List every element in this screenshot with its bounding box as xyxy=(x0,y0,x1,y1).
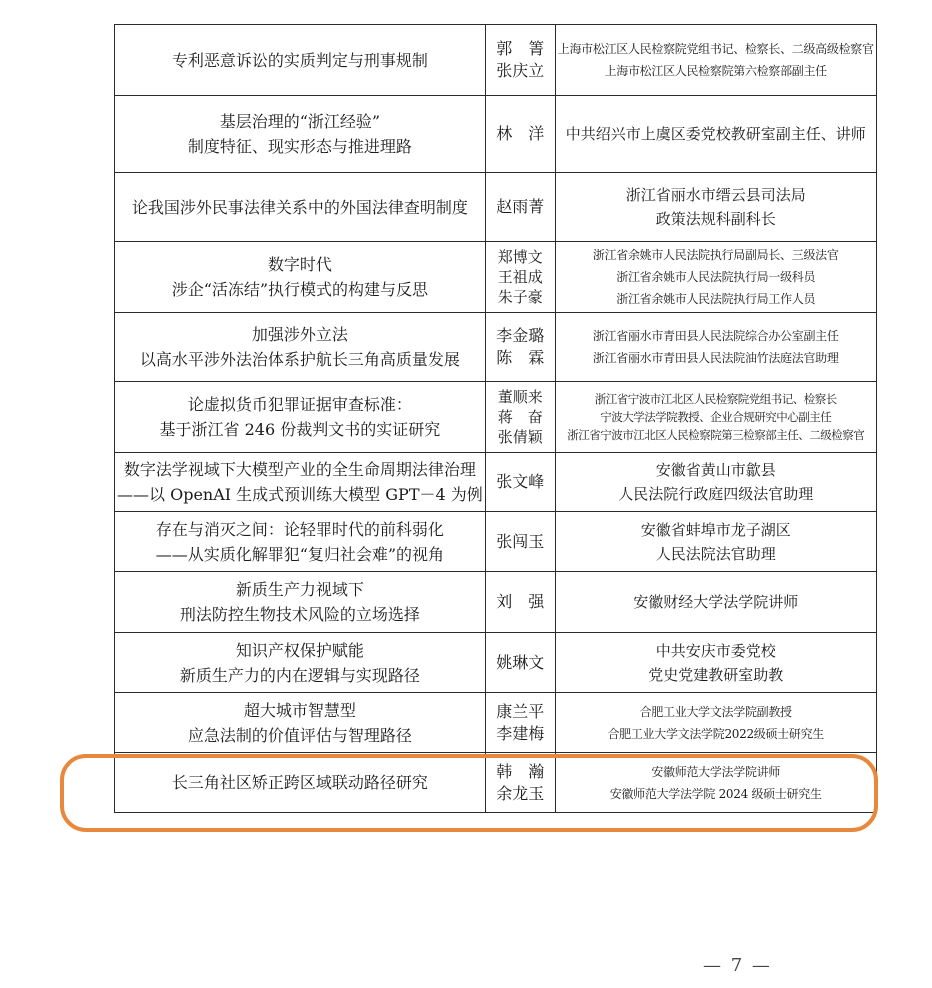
authors-cell xyxy=(485,173,555,242)
table-row xyxy=(115,313,877,382)
affiliation-line: 浙江省宁波市江北区人民检察院党组书记、检察长 xyxy=(594,392,837,406)
author-name: 张倩颖 xyxy=(497,428,543,446)
paper-title-line: 存在与消灭之间：论轻罪时代的前科弱化 xyxy=(155,519,444,539)
authors-cell xyxy=(485,512,555,572)
paper-title-line: 专利恶意诉讼的实质判定与刑事规制 xyxy=(171,50,428,70)
table-row xyxy=(115,633,877,693)
affiliation-line: 浙江省余姚市人民法院执行局一级科员 xyxy=(616,270,816,284)
affiliation-line: 人民法院法官助理 xyxy=(655,544,776,563)
title-cell xyxy=(115,173,486,242)
affiliations-cell xyxy=(555,693,876,753)
paper-title-line: 应急法制的价值评估与智理路径 xyxy=(187,725,412,745)
affiliation-line: 政策法规科副科长 xyxy=(655,210,776,228)
title-cell xyxy=(115,572,486,633)
title-cell xyxy=(115,633,486,693)
title-cell xyxy=(115,512,486,572)
affiliations-cell xyxy=(555,572,876,633)
paper-title-line: 数字时代 xyxy=(267,255,332,274)
paper-title-line: 刑法防控生物技术风险的立场选择 xyxy=(179,605,420,624)
affiliation-line: 浙江省余姚市人民法院执行局副局长、三级法官 xyxy=(592,248,839,262)
awards-table-body xyxy=(115,25,877,813)
table-row xyxy=(115,693,877,753)
authors-cell xyxy=(485,453,555,512)
author-name: 康兰平 xyxy=(496,701,545,721)
table-row xyxy=(115,512,877,572)
affiliation-line: 上海市松江区人民检察院党组书记、检察长、二级高级检察官 xyxy=(557,42,874,56)
authors-cell xyxy=(485,753,555,813)
awards-table xyxy=(114,24,877,813)
authors-cell xyxy=(485,313,555,382)
authors-cell xyxy=(485,382,555,453)
affiliations-cell xyxy=(555,173,876,242)
author-name: 李建梅 xyxy=(496,723,545,743)
affiliation-line: 浙江省丽水市缙云县司法局 xyxy=(625,186,806,204)
affiliations-cell xyxy=(555,313,876,382)
authors-cell xyxy=(485,25,555,96)
author-name: 董顺来 xyxy=(497,388,543,406)
author-name: 王祖成 xyxy=(497,268,543,286)
paper-title-line: 新质生产力的内在逻辑与实现路径 xyxy=(179,665,420,685)
paper-title-line: 论我国涉外民事法律关系中的外国法律查明制度 xyxy=(131,197,468,217)
affiliations-cell xyxy=(555,633,876,693)
affiliation-line: 浙江省丽水市青田县人民法院油竹法庭法官助理 xyxy=(592,351,839,365)
authors-cell xyxy=(485,96,555,173)
paper-title-line: 知识产权保护赋能 xyxy=(235,640,364,660)
author-name: 蒋 奋 xyxy=(497,408,543,426)
paper-title-line: 数字法学视域下大模型产业的全生命周期法律治理 xyxy=(123,460,476,479)
affiliations-cell xyxy=(555,242,876,313)
affiliations-cell xyxy=(555,382,876,453)
affiliation-line: 中共安庆市委党校 xyxy=(655,641,776,660)
affiliation-line: 党史党建教研室助教 xyxy=(648,665,784,684)
paper-title-line: 超大城市智慧型 xyxy=(243,700,356,720)
author-name: 刘 强 xyxy=(496,592,545,611)
paper-title-line: 加强涉外立法 xyxy=(251,325,348,344)
author-name: 姚琳文 xyxy=(496,652,545,672)
affiliation-line: 安徽省蚌埠市龙子湖区 xyxy=(640,520,791,539)
paper-title-line: ——从实质化解罪犯“复归社会难”的视角 xyxy=(155,544,445,564)
author-name: 郭 箐 xyxy=(496,39,545,58)
paper-title-line: 以高水平涉外法治体系护航长三角高质量发展 xyxy=(139,350,460,369)
affiliation-line: 安徽财经大学法学院讲师 xyxy=(633,593,799,611)
author-name: 张闯玉 xyxy=(496,531,545,551)
table-row xyxy=(115,572,877,633)
author-name: 张庆立 xyxy=(496,61,545,80)
page-number: — 7 — xyxy=(703,955,772,976)
affiliation-line: 安徽师范大学法学院讲师 xyxy=(651,764,781,779)
table-row xyxy=(115,382,877,453)
authors-cell xyxy=(485,633,555,693)
affiliation-line: 宁波大学法学院教授、企业合规研究中心副主任 xyxy=(600,410,832,424)
affiliation-line: 中共绍兴市上虞区委党校教研室副主任、讲师 xyxy=(565,125,866,143)
table-row xyxy=(115,242,877,313)
author-name: 韩 瀚 xyxy=(496,761,545,781)
author-name: 郑博文 xyxy=(497,248,543,266)
author-name: 余龙玉 xyxy=(496,783,545,803)
paper-title-line: 制度特征、现实形态与推进理路 xyxy=(187,137,412,156)
author-name: 林 洋 xyxy=(496,124,545,143)
table-row xyxy=(115,96,877,173)
title-cell xyxy=(115,753,486,813)
title-cell xyxy=(115,96,486,173)
affiliation-line: 安徽师范大学法学院 2024 级硕士研究生 xyxy=(609,786,822,801)
table-row xyxy=(115,25,877,96)
affiliation-line: 合肥工业大学文法学院副教授 xyxy=(639,704,792,719)
paper-title-line: 涉企“活冻结”执行模式的构建与反思 xyxy=(171,280,429,299)
title-cell xyxy=(115,382,486,453)
affiliations-cell xyxy=(555,25,876,96)
table-row xyxy=(115,753,877,813)
table-row xyxy=(115,453,877,512)
author-name: 赵雨菁 xyxy=(496,197,545,216)
title-cell xyxy=(115,242,486,313)
affiliation-line: 浙江省丽水市青田县人民法院综合办公室副主任 xyxy=(592,329,839,343)
title-cell xyxy=(115,453,486,512)
author-name: 李金璐 xyxy=(496,326,545,345)
affiliation-line: 上海市松江区人民检察院第六检察部副主任 xyxy=(604,64,827,78)
paper-title-line: 基层治理的“浙江经验” xyxy=(219,112,381,131)
affiliations-cell xyxy=(555,96,876,173)
authors-cell xyxy=(485,242,555,313)
title-cell xyxy=(115,25,486,96)
affiliation-line: 人民法院行政庭四级法官助理 xyxy=(618,485,814,503)
paper-title-line: 基于浙江省 246 份裁判文书的实证研究 xyxy=(159,420,441,439)
affiliation-line: 浙江省余姚市人民法院执行局工作人员 xyxy=(616,292,816,306)
table-row xyxy=(115,173,877,242)
title-cell xyxy=(115,693,486,753)
author-name: 陈 霖 xyxy=(496,348,545,367)
affiliation-line: 浙江省宁波市江北区人民检察院第三检察部主任、二级检察官 xyxy=(567,428,865,442)
paper-title-line: 论虚拟货币犯罪证据审查标准： xyxy=(187,395,412,414)
affiliation-line: 安徽省黄山市歙县 xyxy=(655,461,776,479)
affiliations-cell xyxy=(555,453,876,512)
authors-cell xyxy=(485,572,555,633)
author-name: 朱子豪 xyxy=(497,288,543,306)
paper-title-line: ——以 OpenAI 生成式预训练大模型 GPT－4 为例 xyxy=(117,485,483,504)
affiliations-cell xyxy=(555,512,876,572)
author-name: 张文峰 xyxy=(496,472,545,491)
paper-title-line: 长三角社区矫正跨区域联动路径研究 xyxy=(171,773,428,792)
affiliation-line: 合肥工业大学文法学院2022级硕士研究生 xyxy=(607,726,824,741)
title-cell xyxy=(115,313,486,382)
paper-title-line: 新质生产力视域下 xyxy=(235,580,364,599)
authors-cell xyxy=(485,693,555,753)
affiliations-cell xyxy=(555,753,876,813)
